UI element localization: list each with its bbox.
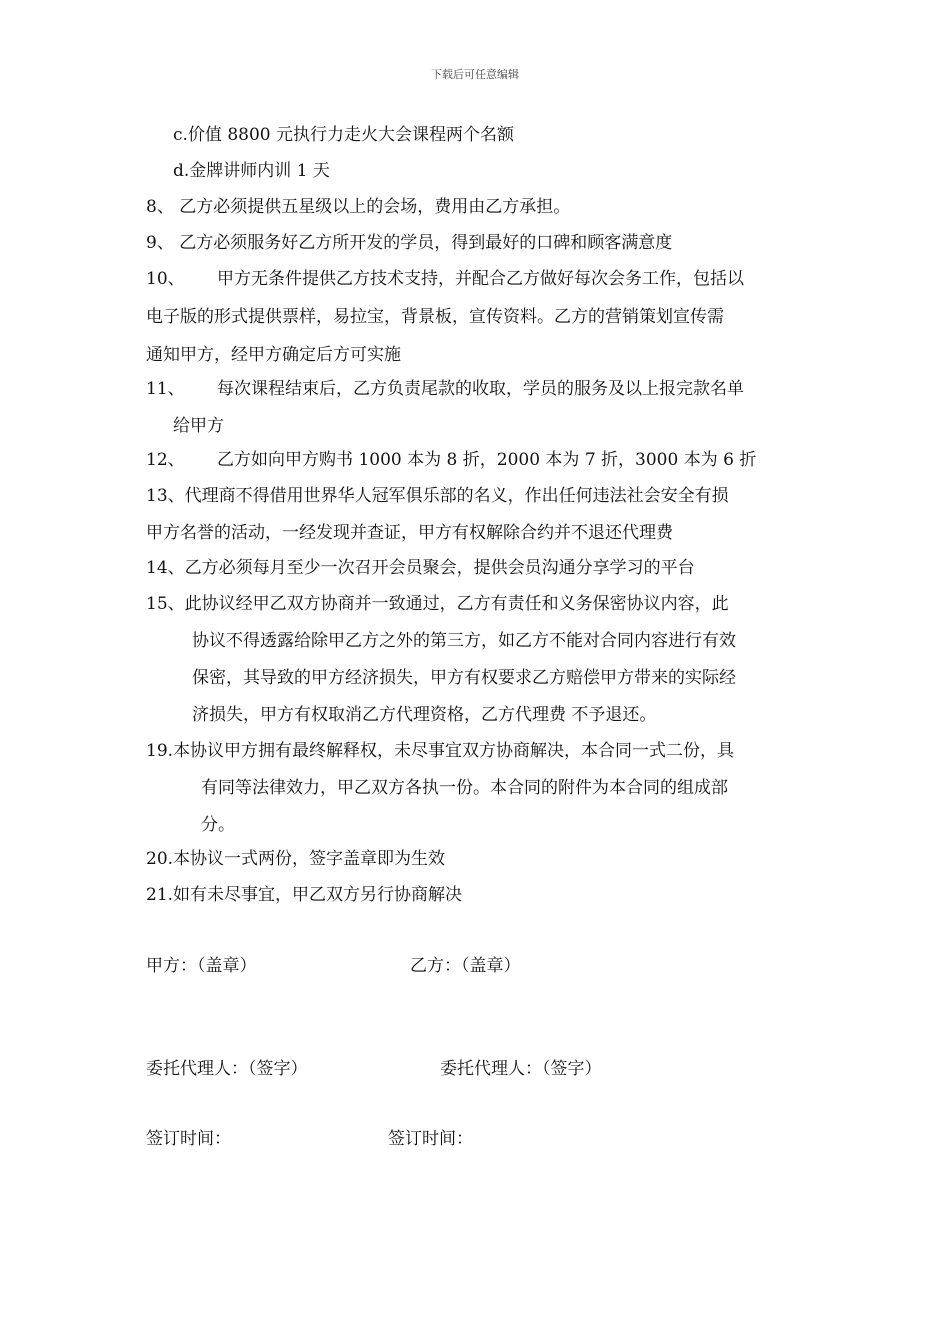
party-b-seal: 乙方：（盖章） (410, 956, 521, 976)
clause-line: 电子版的形式提供票样，易拉宝，背景板，宣传资料。乙方的营销策划宣传需 (146, 307, 724, 327)
clause-line: 给甲方 (173, 416, 224, 436)
clause-line: d.金牌讲师内训 1 天 (173, 161, 330, 181)
clause-line: 11、 每次课程结束后，乙方负责尾款的收取，学员的服务及以上报完款名单 (146, 379, 745, 399)
clause-line: 9、 乙方必须服务好乙方所开发的学员，得到最好的口碑和顾客满意度 (146, 233, 673, 253)
clause-line: 15、此协议经甲乙双方协商并一致通过，乙方有责任和义务保密协议内容，此 (146, 594, 729, 614)
clause-line: 甲方名誉的活动，一经发现并查证，甲方有权解除合约并不退还代理费 (146, 523, 673, 543)
clause-line: 14、乙方必须每月至少一次召开会员聚会，提供会员沟通分享学习的平台 (146, 558, 695, 578)
clause-line: 13、代理商不得借用世界华人冠军俱乐部的名义，作出任何违法社会安全有损 (146, 486, 729, 506)
party-a-seal: 甲方：（盖章） (146, 956, 257, 976)
clause-line: 20.本协议一式两份，签字盖章即为生效 (146, 849, 446, 869)
agent-b-signature: 委托代理人：（签字） (440, 1059, 602, 1079)
page-header: 下载后可任意编辑 (431, 68, 519, 81)
clause-line: 8、 乙方必须提供五星级以上的会场，费用由乙方承担。 (146, 197, 571, 217)
clause-line: c.价值 8800 元执行力走火大会课程两个名额 (173, 125, 514, 145)
clause-line: 10、 甲方无条件提供乙方技术支持，并配合乙方做好每次会务工作，包括以 (146, 269, 745, 289)
clause-line: 济损失，甲方有权取消乙方代理资格，乙方代理费 不予退还。 (192, 705, 657, 725)
clause-line: 协议不得透露给除甲乙方之外的第三方，如乙方不能对合同内容进行有效 (192, 631, 736, 651)
clause-line: 有同等法律效力，甲乙双方各执一份。本合同的附件为本合同的组成部 (201, 778, 728, 798)
clause-line: 19.本协议甲方拥有最终解释权，未尽事宜双方协商解决，本合同一式二份，具 (146, 741, 735, 761)
clause-line: 12、 乙方如向甲方购书 1000 本为 8 折，2000 本为 7 折，3000 本为 6 折 (146, 450, 757, 470)
clause-line: 分。 (201, 815, 235, 835)
sign-date-b: 签订时间： (388, 1129, 473, 1149)
clause-line: 通知甲方，经甲方确定后方可实施 (146, 345, 401, 365)
clause-line: 保密，其导致的甲方经济损失，甲方有权要求乙方赔偿甲方带来的实际经 (192, 668, 736, 688)
agent-a-signature: 委托代理人：（签字） (146, 1059, 308, 1079)
clause-line: 21.如有未尽事宜，甲乙双方另行协商解决 (146, 885, 463, 905)
sign-date-a: 签订时间： (146, 1129, 231, 1149)
